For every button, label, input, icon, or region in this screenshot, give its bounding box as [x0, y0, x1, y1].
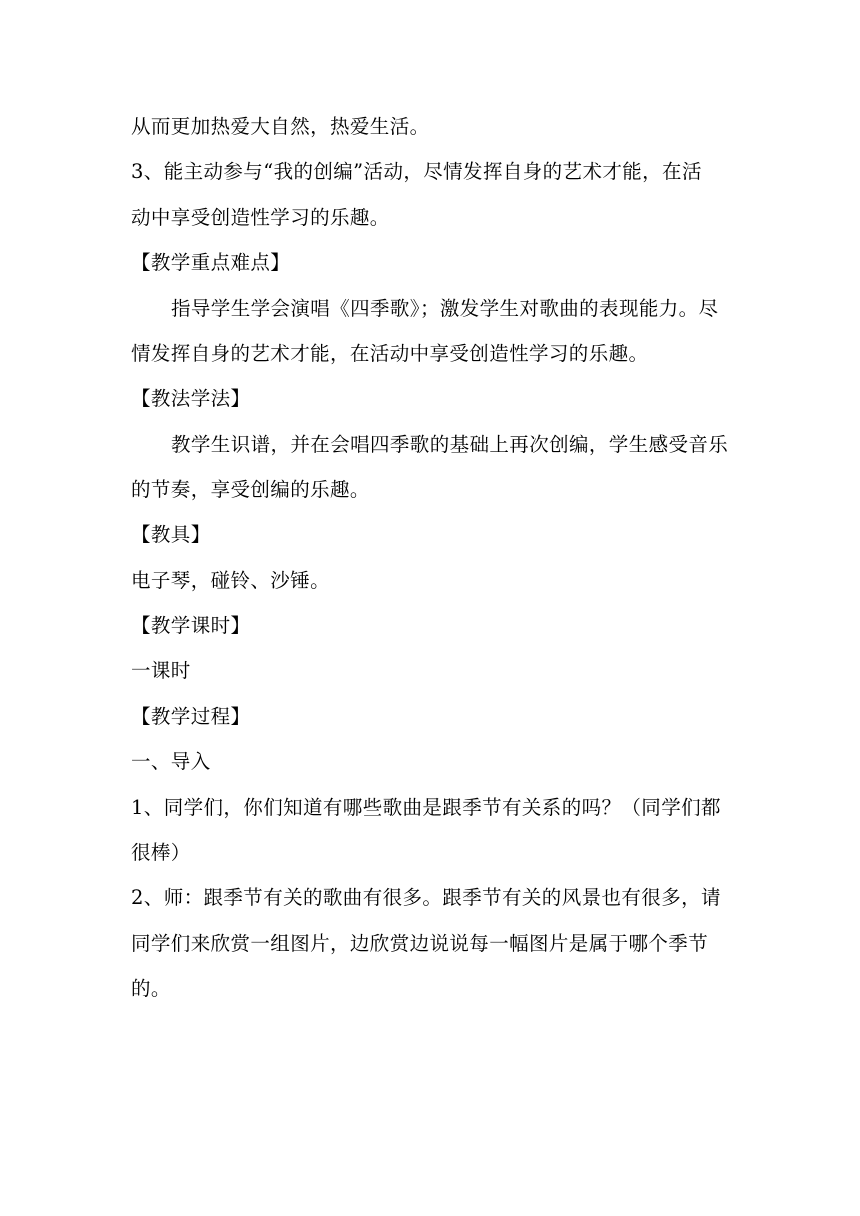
key-points-line: 指导学生学会演唱《四季歌》；激发学生对歌曲的表现能力。尽: [171, 297, 719, 320]
methods-continuation: 的节奏，享受创编的乐趣。: [131, 478, 370, 501]
objective-3-continuation: 动中享受创造性学习的乐趣。: [131, 206, 390, 229]
step-2-line: 2、师：跟季节有关的歌曲有很多。跟季节有关的风景也有很多，请: [131, 886, 721, 909]
step-2-continuation: 同学们来欣赏一组图片，边欣赏边说说每一幅图片是属于哪个季节: [131, 932, 709, 955]
step-1-continuation: 很棒）: [131, 841, 191, 864]
key-points-continuation: 情发挥自身的艺术才能，在活动中享受创造性学习的乐趣。: [131, 342, 649, 365]
section-heading-teaching-aids: 【教具】: [131, 523, 211, 546]
teaching-aids-line: 电子琴，碰铃、沙锤。: [131, 569, 331, 592]
step-2-end: 的。: [131, 977, 171, 1000]
class-hours-line: 一课时: [131, 659, 191, 682]
paragraph-line: 从而更加热爱大自然，热爱生活。: [131, 115, 430, 138]
section-heading-class-hours: 【教学课时】: [131, 614, 251, 637]
section-heading-key-points: 【教学重点难点】: [131, 251, 291, 274]
objective-3-line: 3、能主动参与“我的创编”活动，尽情发挥自身的艺术才能，在活: [131, 160, 702, 183]
step-1-line: 1、同学们，你们知道有哪些歌曲是跟季节有关系的吗？（同学们都: [131, 796, 721, 819]
section-heading-methods: 【教法学法】: [131, 387, 251, 410]
subheading-introduction: 一、导入: [131, 750, 211, 773]
section-heading-process: 【教学过程】: [131, 705, 251, 728]
methods-line: 教学生识谱，并在会唱四季歌的基础上再次创编，学生感受音乐: [171, 433, 729, 456]
